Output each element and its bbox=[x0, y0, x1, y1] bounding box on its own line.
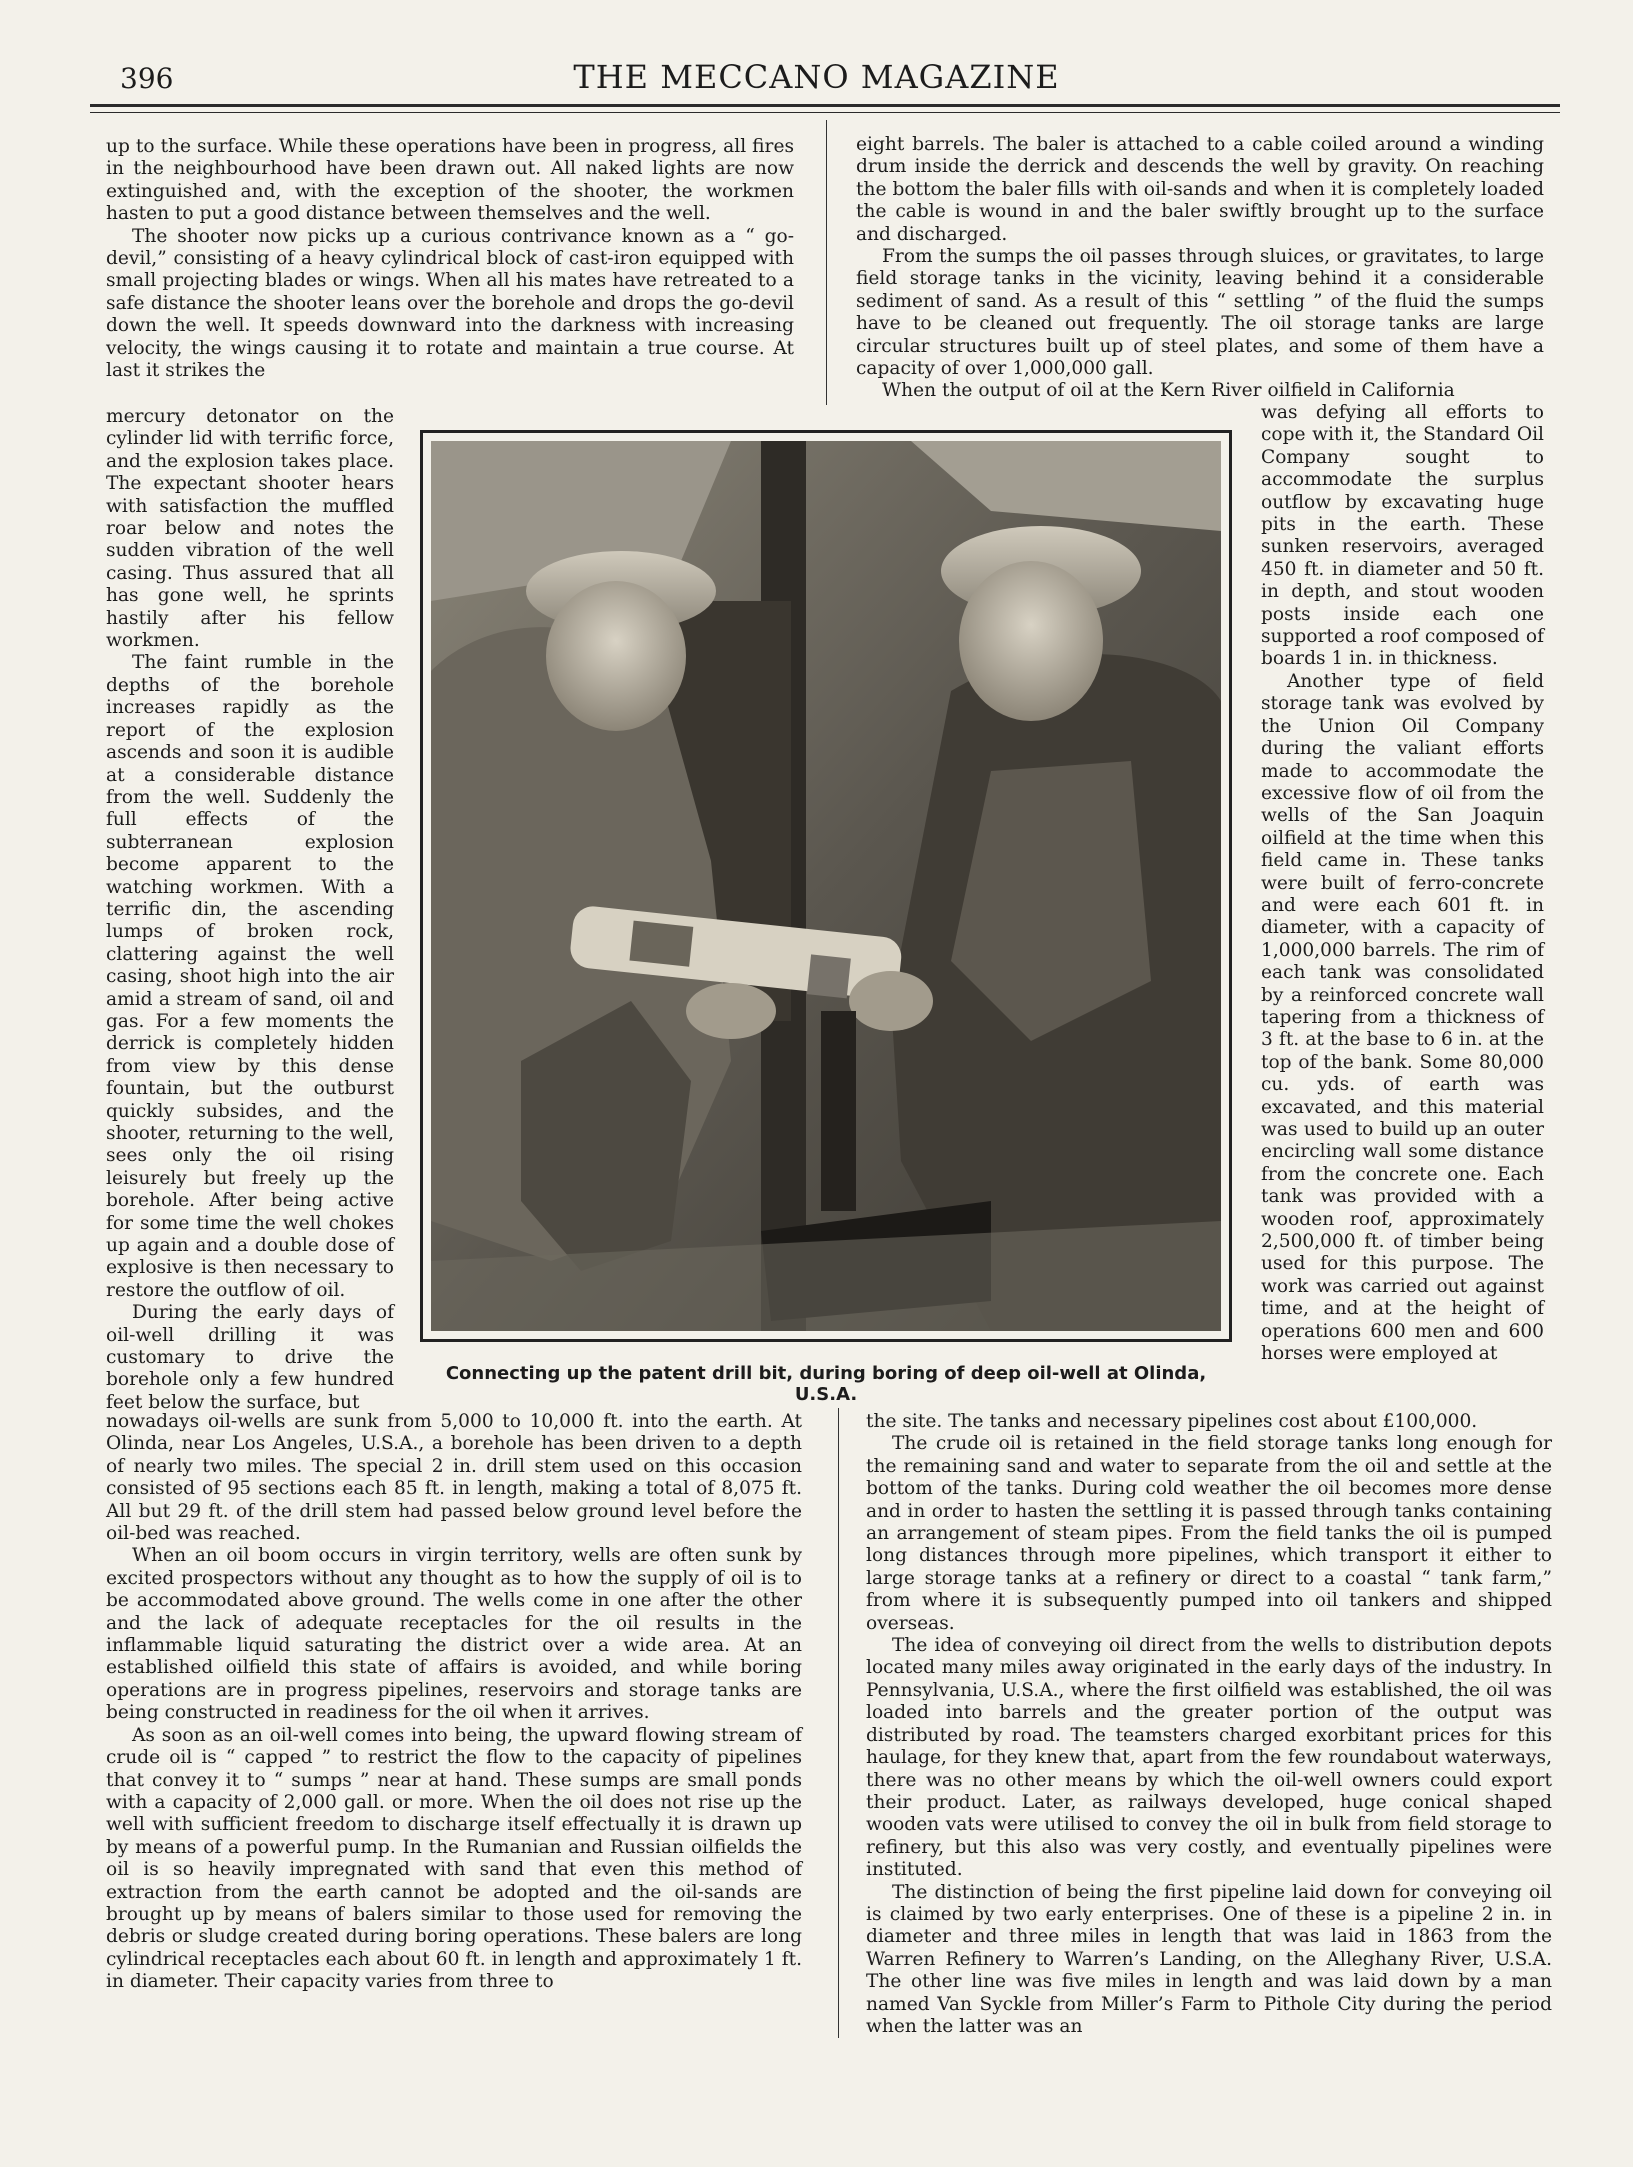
column-divider-bottom bbox=[838, 1408, 839, 2038]
paragraph: the site. The tanks and necessary pipelines cost about £100,000. bbox=[866, 1411, 1478, 1432]
paragraph: nowadays oil-wells are sunk from 5,000 to 10,000 ft. into the earth. At Olinda, near Los Angeles, U.S.A., a borehole has been driven to a depth of nearly two miles. The special 2 in. drill stem used on this occasion consisted of 95 sections each 85 ft. in length, making a total of 8,075 ft. All but 29 ft. of the drill stem had passed below ground level before the oil-bed was reached. bbox=[106, 1411, 802, 1545]
photo-caption: Connecting up the patent drill bit, during boring of deep oil-well at Olinda, U.S.A. bbox=[445, 1363, 1207, 1405]
photo-frame bbox=[420, 430, 1232, 1342]
col2-narrow-text bbox=[1261, 402, 1544, 1365]
col1-narrow-text bbox=[106, 406, 394, 1414]
paragraph: Another type of field storage tank was evolved by the Union Oil Company during the valiant efforts made to accommodate the excessive flow of oil from the wells of the San Joaquin oilfield at the time when this field came in. These tanks were built of ferro-concrete and were each 601 ft. in diameter, with a capacity of 1,000,000 barrels. The rim of each tank was consolidated by a reinforced concrete wall tapering from a thickness of 3 ft. at the base to 6 in. at the top of the bank. Some 80,000 cu. yds. of earth was excavated, and this material was used to build up an outer encircling wall some distance from the concrete one. Each tank was provided with a wooden roof, approximately 2,500,000 ft. of timber being used for this purpose. The work was carried out against time, and at the height of operations 600 men and 600 horses were employed at bbox=[1261, 670, 1544, 1365]
page-number: 396 bbox=[120, 62, 174, 95]
column-divider-top bbox=[826, 120, 827, 405]
paragraph: From the sumps the oil passes through sluices, or gravitates, to large field storage tanks in the vicinity, leaving behind it a considerable sediment of sand. As a result of this “ settling ” of the fluid the sumps have to be cleaned out frequently. The oil storage tanks are large circular structures built up of steel plates, and some of them have a capacity of over 1,000,000 gall. bbox=[856, 246, 1544, 380]
col1-bottom-text bbox=[106, 1411, 802, 1994]
paragraph: up to the surface. While these operations have been in progress, all fires in the neighbourhood have been drawn out. All naked lights are now extinguished and, with the exception of the shooter, the workmen hasten to put a good distance between themselves and the well. bbox=[106, 136, 794, 225]
col2-top-text bbox=[856, 134, 1544, 403]
paragraph: was defying all efforts to cope with it, the Standard Oil Company sought to accommodate the surplus outflow by excavating huge pits in the earth. These sunken reservoirs, averaged 450 ft. in diameter and 50 ft. in depth, and stout wooden posts inside each one supported a roof composed of boards 1 in. in thickness. bbox=[1261, 402, 1544, 670]
oil-well-workers-photo bbox=[431, 441, 1221, 1331]
paragraph: The distinction of being the first pipeline laid down for conveying oil is claimed by two early enterprises. One of these is a pipeline 2 in. in diameter and three miles in length that was laid in 1863 from the Warren Refinery to Warren’s Landing, on the Alleghany River, U.S.A. The other line was five miles in length and was laid down by a man named Van Syckle from Miller’s Farm to Pithole City during the period when the latter was an bbox=[866, 1881, 1552, 2037]
col1-top-text bbox=[106, 136, 794, 382]
header-rule bbox=[90, 104, 1560, 107]
paragraph: eight barrels. The baler is attached to a cable coiled around a winding drum inside the derrick and descends the well by gravity. On reaching the bottom the baler fills with oil-sands and when it is completely loaded the cable is wound in and the baler swiftly brought up to the surface and discharged. bbox=[856, 134, 1544, 245]
col2-bottom-text bbox=[866, 1411, 1552, 2038]
paragraph: During the early days of oil-well drilling it was customary to drive the borehole only a few hundred feet below the surface, but bbox=[106, 1302, 394, 1413]
paragraph: The shooter now picks up a curious contrivance known as a “ go-devil,” consisting of a heavy cylindrical block of cast-iron equipped with small projecting blades or wings. When all his mates have retreated to a safe distance the shooter leans over the borehole and drops the go-devil down the well. It speeds downward into the darkness with increasing velocity, the wings causing it to rotate and maintain a true course. At last it strikes the bbox=[106, 225, 794, 382]
magazine-title: THE MECCANO MAGAZINE bbox=[573, 58, 1060, 96]
paragraph: The faint rumble in the depths of the borehole increases rapidly as the report of the explosion ascends and soon it is audible at a considerable distance from the well. Suddenly the full effects of the subterranean explosion become apparent to the watching workmen. With a terrific din, the ascending lumps of broken rock, clattering against the well casing, shoot high into the air amid a stream of sand, oil and gas. For a few moments the derrick is completely hidden from view by this dense fountain, but the outburst quickly subsides, and the shooter, returning to the well, sees only the oil rising leisurely but freely up the borehole. After being active for some time the well chokes up again and a double dose of explosive is then necessary to restore the outflow of oil. bbox=[106, 652, 394, 1301]
paragraph: When the output of oil at the Kern River oilfield in California bbox=[882, 380, 1455, 402]
paragraph: mercury detonator on the cylinder lid with terrific force, and the explosion takes place. The expectant shooter hears with satisfaction the muffled roar below and notes the sudden vibration of the well casing. Thus assured that all has gone well, he sprints hastily after his fellow workmen. bbox=[106, 406, 394, 652]
paragraph: When an oil boom occurs in virgin territory, wells are often sunk by excited prospectors without any thought as to how the supply of oil is to be accommodated above ground. The wells come in one after the other and the lack of adequate receptacles for the oil results in the inflammable liquid saturating the district over a wide area. At an established oilfield this state of affairs is avoided, and while boring operations are in progress pipelines, reservoirs and storage tanks are being constructed in readiness for the oil when it arrives. bbox=[106, 1545, 802, 1724]
header-rule-thin bbox=[90, 112, 1560, 113]
paragraph: The idea of conveying oil direct from the wells to distribution depots located many miles away originated in the early days of the industry. In Pennsylvania, U.S.A., where the first oilfield was established, the oil was loaded into barrels and the greater portion of the output was distributed by road. The teamsters charged exorbitant prices for this haulage, for they knew that, apart from the few roundabout waterways, there was no other means by which the oil-well owners could export their product. Later, as railways developed, huge conical shaped wooden vats were utilised to convey the oil in bulk from field storage to refinery, but this also was very costly, and eventually pipelines were instituted. bbox=[866, 1635, 1552, 1881]
paragraph: As soon as an oil-well comes into being, the upward flowing stream of crude oil is “ capped ” to restrict the flow to the capacity of pipelines that convey it to “ sumps ” near at hand. These sumps are small ponds with a capacity of 2,000 gall. or more. When the oil does not rise up the well with sufficient freedom to discharge itself effectually it is drawn up by means of a powerful pump. In the Rumanian and Russian oilfields the oil is so heavily impregnated with sand that even this method of extraction from the earth cannot be adopted and the oil-sands are brought up by means of balers similar to those used for removing the debris or sludge created during boring operations. These balers are long cylindrical receptacles each about 60 ft. in length and approximately 1 ft. in diameter. Their capacity varies from three to bbox=[106, 1724, 802, 1993]
paragraph: The crude oil is retained in the field storage tanks long enough for the remaining sand and water to separate from the oil and settle at the bottom of the tanks. During cold weather the oil becomes more dense and in order to hasten the settling it is passed through tanks containing an arrangement of steam pipes. From the field tanks the oil is pumped long distances through more pipelines, which transport it either to large storage tanks at a refinery or direct to a coastal “ tank farm,” from where it is subsequently pumped into oil tankers and shipped overseas. bbox=[866, 1433, 1552, 1634]
